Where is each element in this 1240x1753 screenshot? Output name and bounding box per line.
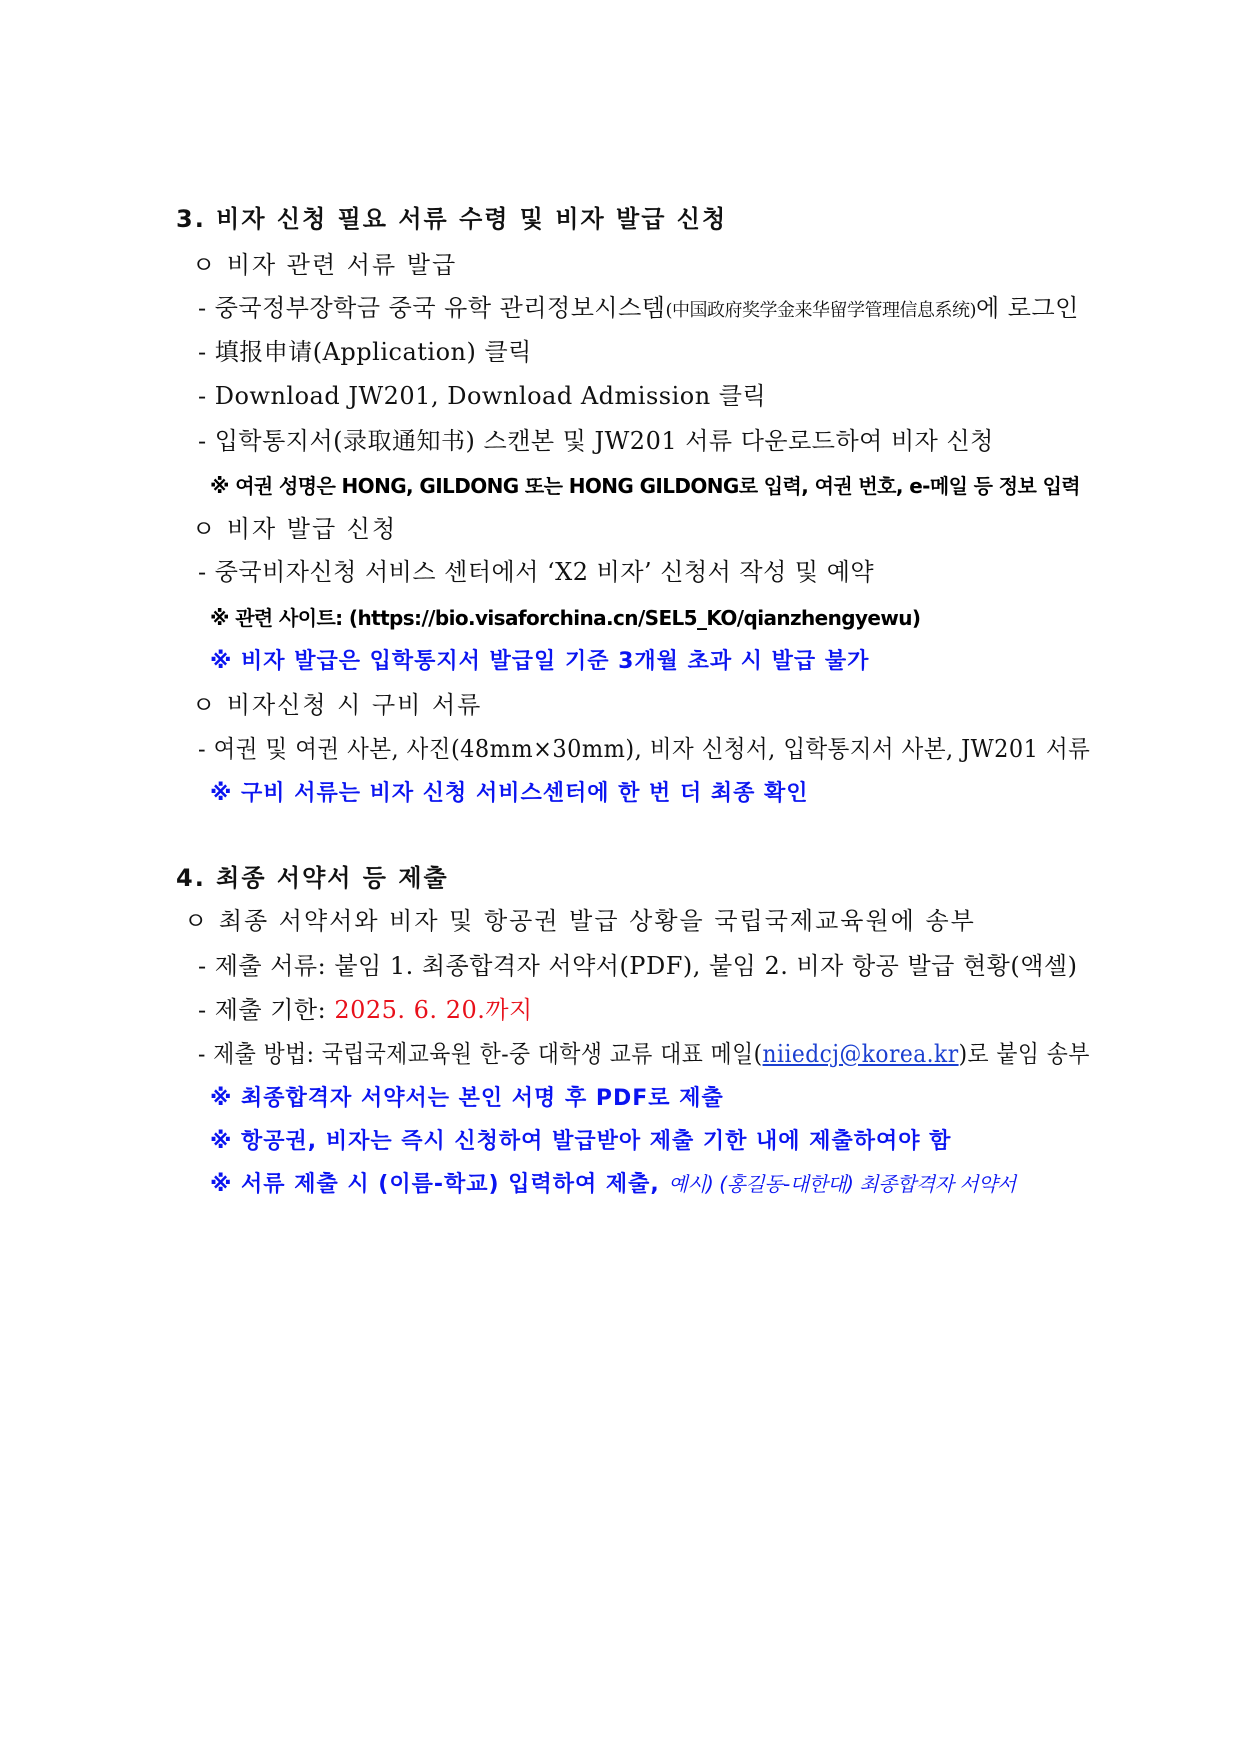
list-item-submission-method: [198, 1038, 1090, 1070]
list-item-login-system-name: (中国政府奖学金来华留学管理信息系统): [665, 300, 976, 321]
section-3-heading: 3. 비자 신청 필요 서류 수령 및 비자 발급 신청: [176, 205, 728, 233]
submission-subheading: ㅇ 최종 서약서와 비자 및 항공권 발급 상황을 국립국제교육원에 송부: [184, 907, 976, 935]
visa-docs-subheading: ㅇ 비자 관련 서류 발급: [192, 251, 458, 279]
visa-issue-subheading: ㅇ 비자 발급 신청: [192, 515, 398, 543]
list-item-application: - 填报申请(Application) 클릭: [198, 338, 532, 366]
list-item-required-docs: - 여권 및 여권 사본, 사진(48mm×30mm), 비자 신청서, 입학통지서 사본, JW201 서류: [198, 735, 1091, 763]
note-pledge-pdf: ※ 최종합격자 서약서는 본인 서명 후 PDF로 제출: [210, 1086, 724, 1111]
note-file-naming: [210, 1168, 1016, 1201]
email-link[interactable]: niiedcj@korea.kr: [762, 1040, 959, 1068]
list-item-login-prefix: - 중국정부장학금 중국 유학 관리정보시스템: [198, 294, 666, 322]
note-confirm-docs: ※ 구비 서류는 비자 신청 서비스센터에 한 번 더 최종 확인: [210, 781, 809, 806]
deadline-date: 2025. 6. 20.까지: [334, 996, 533, 1024]
list-item-visa-center: - 중국비자신청 서비스 센터에서 ‘X2 비자’ 신청서 작성 및 예약: [198, 558, 875, 586]
file-naming-instruction: ※ 서류 제출 시 (이름-학교) 입력하여 제출,: [210, 1172, 669, 1197]
note-ticket-visa: ※ 항공권, 비자는 즉시 신청하여 발급받아 제출 기한 내에 제출하여야 함: [210, 1129, 952, 1154]
section-4-heading: 4. 최종 서약서 등 제출: [176, 864, 449, 892]
list-item-login-suffix: 에 로그인: [975, 294, 1079, 322]
list-item-deadline: [198, 994, 533, 1026]
deadline-label: - 제출 기한:: [198, 996, 335, 1024]
list-item-download: - Download JW201, Download Admission 클릭: [198, 382, 767, 410]
submission-method-suffix: )로 붙임 송부: [958, 1040, 1090, 1068]
submission-method-prefix: - 제출 방법: 국립국제교육원 한-중 대학생 교류 대표 메일(: [198, 1040, 763, 1068]
list-item-submission-docs: - 제출 서류: 붙임 1. 최종합격자 서약서(PDF), 붙임 2. 비자 항공 발급 현황(액셀): [198, 952, 1078, 980]
required-docs-subheading: ㅇ 비자신청 시 구비 서류: [192, 691, 483, 719]
file-naming-example: 예시) (홍길동-대한대) 최종합격자 서약서: [668, 1172, 1016, 1196]
list-item-admission-scan: - 입학통지서(录取通知书) 스캔본 및 JW201 서류 다운로드하여 비자 신청: [198, 427, 994, 455]
note-visa-deadline: ※ 비자 발급은 입학통지서 발급일 기준 3개월 초과 시 발급 불가: [210, 649, 870, 674]
note-passport-name: ※ 여권 성명은 HONG, GILDONG 또는 HONG GILDONG로 입력, 여권 번호, e-메일 등 정보 입력: [210, 474, 1081, 498]
list-item-login: [198, 292, 1079, 327]
note-related-site: ※ 관련 사이트: (https://bio.visaforchina.cn/SEL5_KO/qianzhengyewu): [210, 606, 921, 630]
